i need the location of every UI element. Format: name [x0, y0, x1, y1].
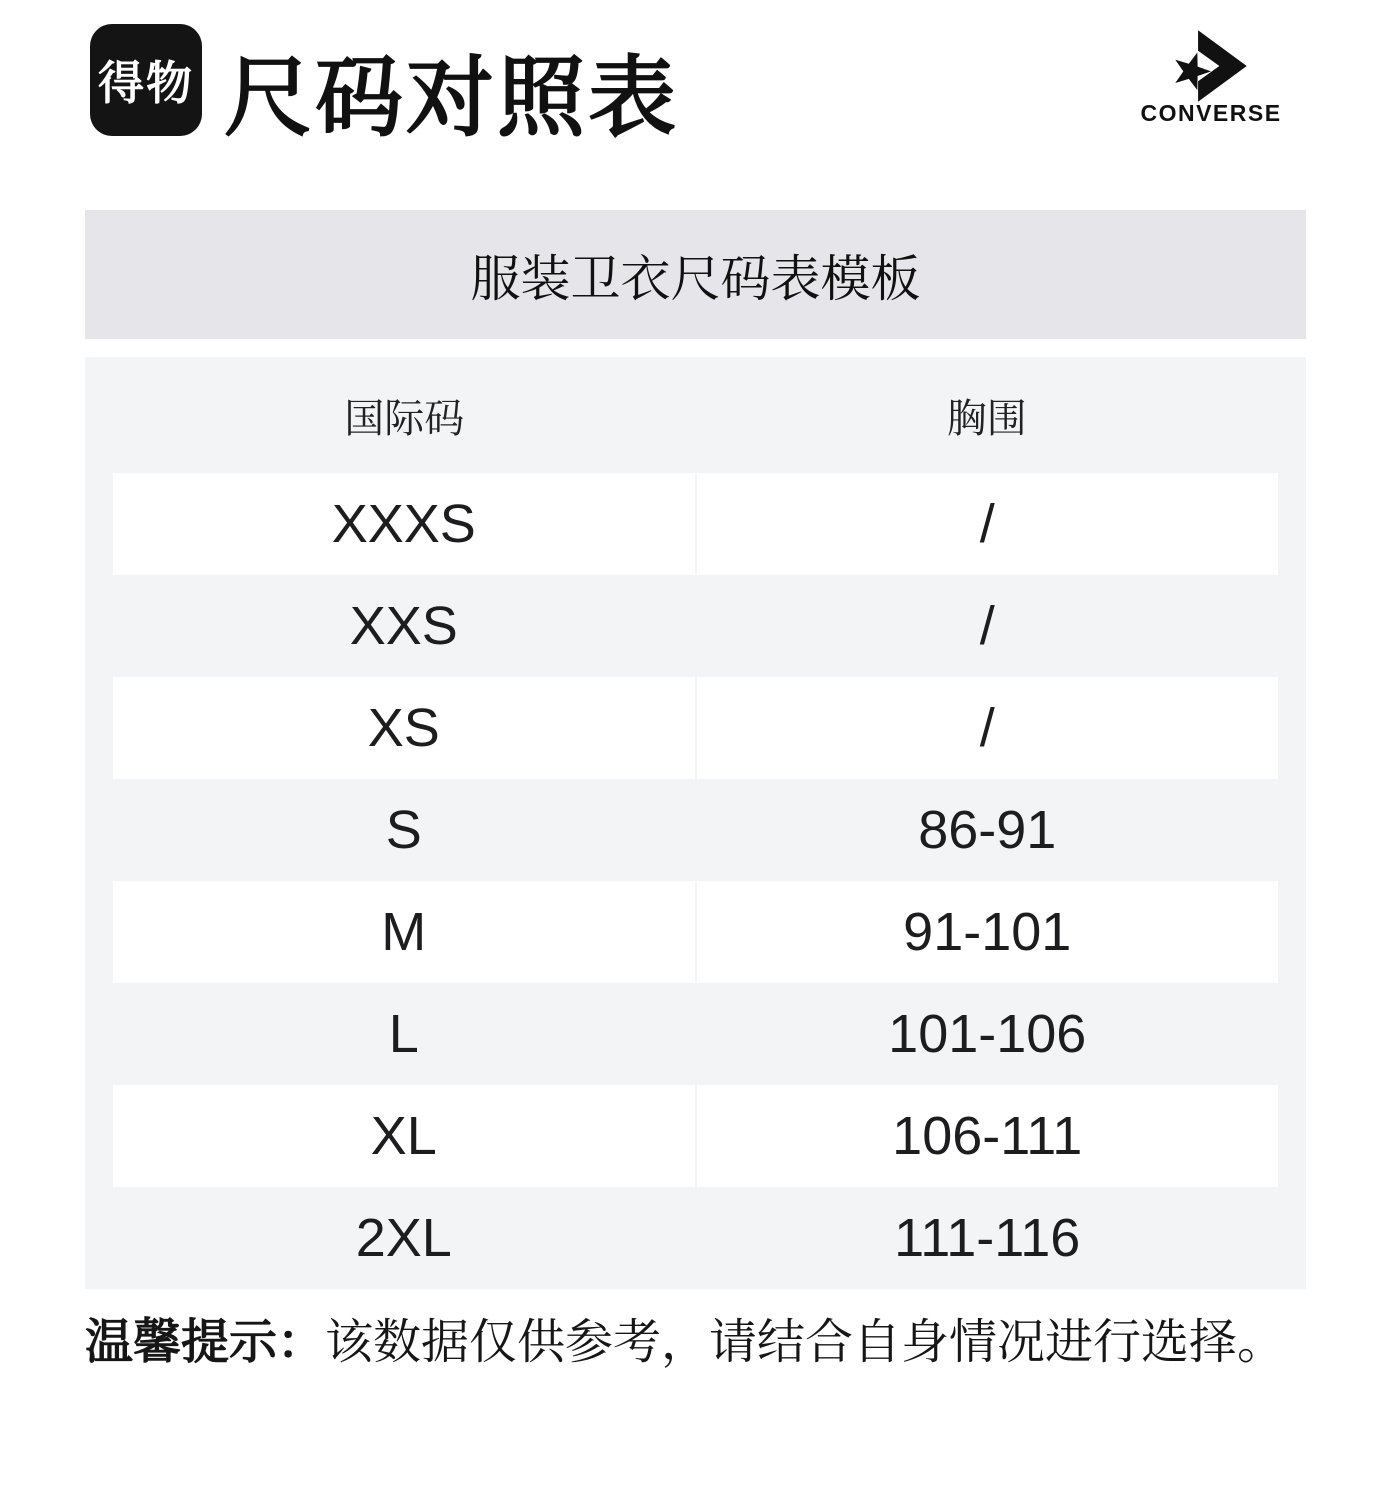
- table-title: 服装卫衣尺码表模板: [470, 250, 921, 307]
- size-cell: 2XL: [355, 1208, 452, 1268]
- size-cell: L: [388, 1004, 419, 1064]
- table-row: [85, 473, 1306, 575]
- table-header-row: [85, 357, 1306, 473]
- chest-cell: /: [697, 677, 1279, 779]
- chest-cell: /: [697, 473, 1279, 575]
- size-cell: M: [113, 881, 695, 983]
- dewu-logo: [90, 24, 202, 136]
- page-title: 尺码对照表: [224, 48, 680, 147]
- column-header-chest: 胸围: [946, 396, 1027, 441]
- table-title-bar: [85, 210, 1306, 339]
- chest-cell: 91-101: [697, 881, 1279, 983]
- chest-cell: 86-91: [918, 800, 1057, 860]
- table-row: [85, 677, 1306, 779]
- converse-star-chevron-icon: [1173, 28, 1249, 104]
- size-cell: XL: [113, 1085, 695, 1187]
- chest-cell: 106-111: [697, 1085, 1279, 1187]
- table-row: [85, 575, 1306, 677]
- size-cell: XXS: [349, 596, 458, 656]
- footer-tip-text: 该数据仅供参考，请结合自身情况进行选择。: [325, 1316, 1286, 1369]
- dewu-logo-text: 得物: [98, 57, 194, 109]
- chest-cell: 111-116: [894, 1208, 1081, 1268]
- footer-tip-label: 温馨提示：: [85, 1316, 326, 1369]
- table-row: [85, 983, 1306, 1085]
- size-cell: XXXS: [113, 473, 695, 575]
- size-table: [85, 357, 1306, 1289]
- chest-cell: /: [979, 596, 995, 656]
- table-row: [85, 1085, 1306, 1187]
- size-cell: XS: [113, 677, 695, 779]
- footer-tip: [85, 1303, 1285, 1372]
- chest-cell: 101-106: [888, 1004, 1087, 1064]
- converse-logo: [1136, 28, 1286, 127]
- table-row: [85, 779, 1306, 881]
- column-header-size: 国际码: [344, 396, 465, 441]
- table-row: [85, 1187, 1306, 1289]
- table-row: [85, 881, 1306, 983]
- size-cell: S: [385, 800, 422, 860]
- converse-wordmark: CONVERSE: [1140, 100, 1282, 126]
